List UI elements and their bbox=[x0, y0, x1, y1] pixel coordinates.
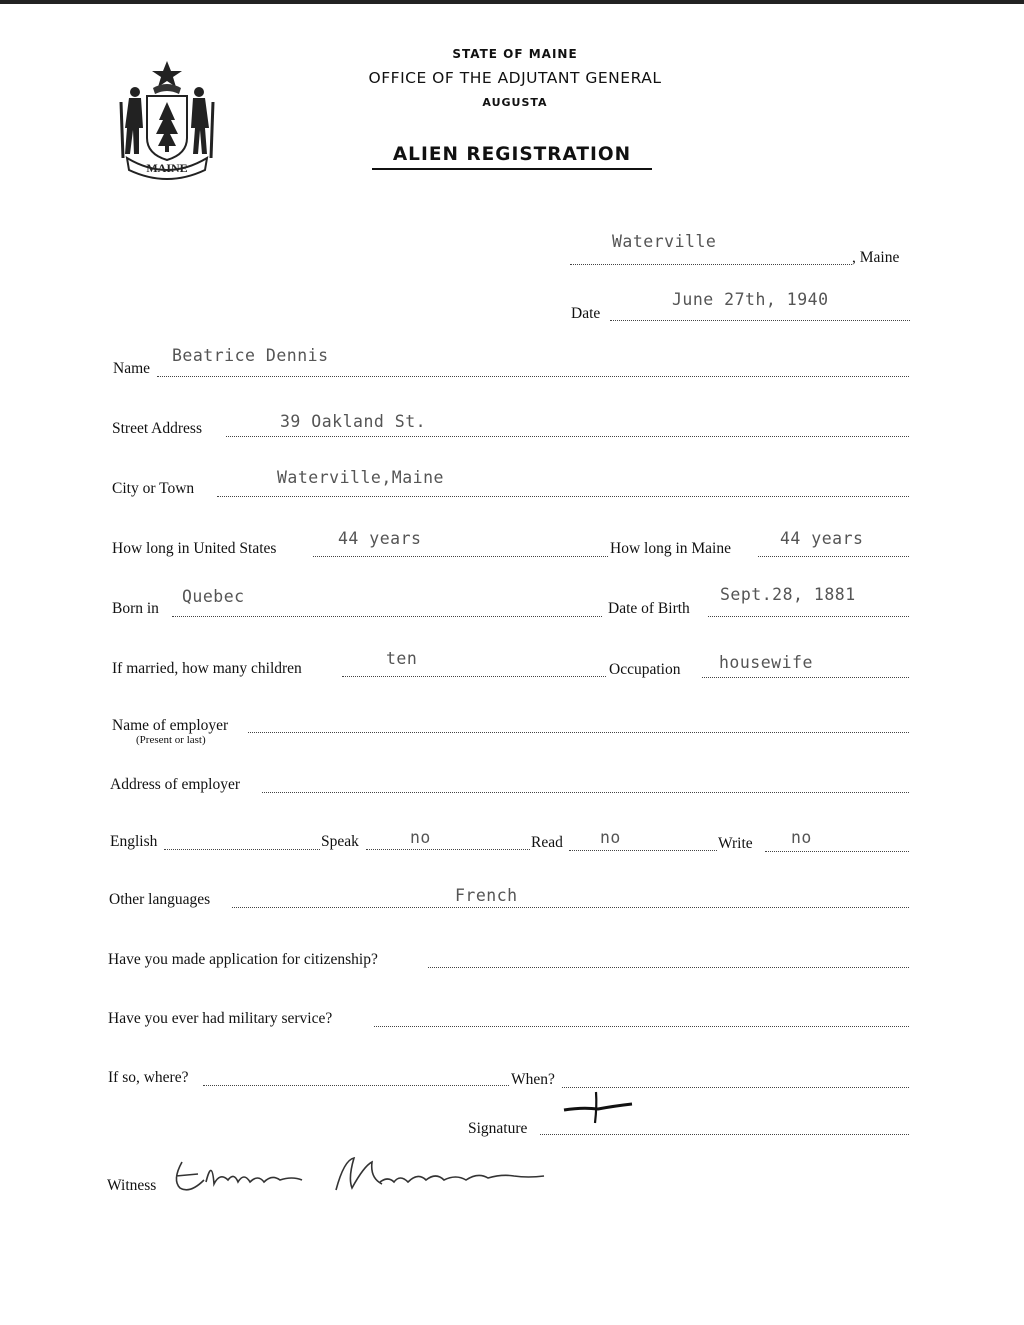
witness-label: Witness bbox=[107, 1177, 157, 1194]
header-city: AUGUSTA bbox=[482, 96, 548, 109]
signature-line bbox=[540, 1134, 909, 1135]
born-line bbox=[172, 616, 602, 617]
military-label: Have you ever had military service? bbox=[108, 1010, 333, 1027]
military-line bbox=[374, 1026, 909, 1027]
occupation-label: Occupation bbox=[609, 661, 681, 678]
where-line bbox=[203, 1085, 509, 1086]
form-title: ALIEN REGISTRATION bbox=[392, 144, 632, 165]
children-line bbox=[342, 676, 606, 677]
maine-duration-label: How long in Maine bbox=[610, 540, 731, 557]
date-label: Date bbox=[571, 305, 601, 322]
occupation-line bbox=[702, 677, 909, 678]
employer-sublabel: (Present or last) bbox=[136, 734, 206, 746]
date-line bbox=[610, 320, 910, 321]
occupation-value: housewife bbox=[719, 653, 813, 672]
city-line bbox=[217, 496, 909, 497]
write-line bbox=[765, 851, 909, 852]
header-office: OFFICE OF THE ADJUTANT GENERAL bbox=[368, 69, 662, 87]
other-languages-value: French bbox=[455, 886, 518, 905]
other-languages-line bbox=[232, 907, 909, 908]
us-duration-value: 44 years bbox=[338, 529, 422, 548]
when-line bbox=[562, 1087, 909, 1088]
speak-label: Speak bbox=[321, 833, 359, 850]
when-label: When? bbox=[511, 1071, 555, 1088]
name-line bbox=[157, 376, 909, 377]
place-value: Waterville bbox=[612, 232, 717, 251]
born-value: Quebec bbox=[182, 587, 245, 606]
read-line bbox=[569, 850, 717, 851]
city-value: Waterville,Maine bbox=[277, 468, 444, 487]
maine-duration-line bbox=[758, 556, 909, 557]
header-state: STATE OF MAINE bbox=[452, 47, 578, 61]
dob-value: Sept.28, 1881 bbox=[720, 585, 856, 604]
city-label: City or Town bbox=[112, 480, 195, 497]
name-label: Name bbox=[113, 360, 151, 377]
write-value: no bbox=[791, 828, 812, 847]
english-line bbox=[164, 849, 320, 850]
read-value: no bbox=[600, 828, 621, 847]
street-label: Street Address bbox=[112, 420, 202, 437]
street-value: 39 Oakland St. bbox=[280, 412, 427, 431]
date-value: June 27th, 1940 bbox=[672, 290, 829, 309]
signature-label: Signature bbox=[468, 1120, 528, 1137]
name-value: Beatrice Dennis bbox=[172, 346, 329, 365]
other-languages-label: Other languages bbox=[109, 891, 211, 908]
street-line bbox=[226, 436, 909, 437]
where-label: If so, where? bbox=[108, 1069, 189, 1086]
employer-label: Name of employer bbox=[112, 717, 229, 734]
title-underline bbox=[372, 168, 652, 170]
maine-duration-value: 44 years bbox=[780, 529, 864, 548]
read-label: Read bbox=[531, 834, 563, 851]
dob-label: Date of Birth bbox=[608, 600, 690, 617]
place-line bbox=[570, 264, 852, 265]
born-label: Born in bbox=[112, 600, 159, 617]
write-label: Write bbox=[718, 835, 753, 852]
dob-line bbox=[708, 616, 909, 617]
speak-line bbox=[366, 849, 530, 850]
us-duration-line bbox=[313, 556, 608, 557]
citizenship-line bbox=[428, 967, 909, 968]
scan-top-border bbox=[0, 0, 1024, 4]
employer-address-label: Address of employer bbox=[110, 776, 240, 793]
english-label: English bbox=[110, 833, 158, 850]
citizenship-label: Have you made application for citizenship? bbox=[108, 951, 378, 968]
place-suffix: , Maine bbox=[852, 249, 900, 266]
svg-text:MAINE: MAINE bbox=[146, 161, 188, 175]
speak-value: no bbox=[410, 828, 431, 847]
children-value: ten bbox=[386, 649, 418, 668]
employer-address-line bbox=[262, 792, 909, 793]
children-label: If married, how many children bbox=[112, 660, 302, 677]
us-duration-label: How long in United States bbox=[112, 540, 277, 557]
employer-line bbox=[248, 732, 909, 733]
maine-state-seal bbox=[113, 58, 221, 186]
signature-cross-mark bbox=[562, 1090, 634, 1126]
witness-signature bbox=[168, 1150, 548, 1200]
